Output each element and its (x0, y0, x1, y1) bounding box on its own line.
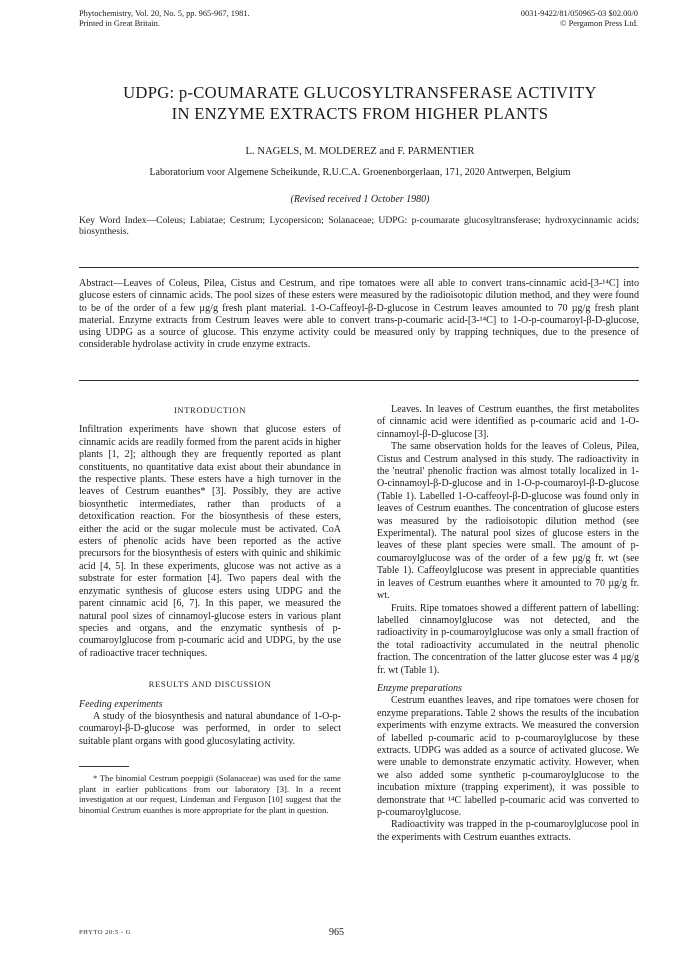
title-line-2: IN ENZYME EXTRACTS FROM HIGHER PLANTS (171, 104, 549, 123)
left-column (79, 404, 341, 815)
code-line-2: © Pergamon Press Ltd. (560, 19, 638, 28)
code-line-1: 0031-9422/81/050965-03 $02.00/0 (520, 9, 638, 18)
footer-code: PHYTO 20:5 - G (79, 929, 131, 936)
journal-citation (79, 9, 250, 29)
abstract: Abstract—Leaves of Coleus, Pilea, Cistus and Cestrum, and ripe tomatoes were all able to convert trans-cinnamic acid-[3-¹⁴C] into glucose esters of cinnamic acids. The pool sizes of these esters were measured by the radioisotopic dilution method, and they were found to be of the order of a few µg/g fresh plant material. 1-O-Caffeoyl-β-D-glucose in Cestrum leaves amounted to 70 µg/g fresh plant material. Enzyme extracts from Cestrum leaves were able to convert trans-p-coumaric acid-[3-¹⁴C] to 1-O-p-coumaroyl-β-D-glucose, using UDPG as a source of glucose. This enzyme activity could be measured only by trapping techniques, due to the presence of considerable hydrolase activity in crude enzyme extracts. (79, 278, 639, 351)
keyword-index: Key Word Index—Coleus; Labiatae; Cestrum; Lycopersicon; Solanaceae; UDPG: p-coumarate glucosyltransferase; hydroxycinnamic acids; biosynthesis. (79, 215, 639, 237)
page-number: 965 (329, 927, 344, 938)
introduction-heading: INTRODUCTION (173, 405, 247, 415)
results-heading: RESULTS AND DISCUSSION (148, 679, 272, 690)
authors: L. NAGELS, M. MOLDEREZ and F. PARMENTIER (245, 146, 475, 157)
leaves-text-2: The same observation holds for the leaves of Coleus, Pilea, Cistus and Cestrum analysed in this study. The radioactivity in the 'neutral' phenolic fraction was almost totally localized in 1-O-cinnamoyl-β-D-glucose and in 1-O-p-coumaroyl-β-D-glucose (Table 1). Labelled 1-O-caffeoyl-β-D-glucose was found only in leaves of Cestrum euanthes. The concentration of glucose esters was measured by the radioisotopic dilution method (see Experimental). The natural pool sizes of glucose esters in the leaves of these plant species were small. The amount of p-coumaroylglucose was of the order of a few µg/g fr. wt (see Table 1). Caffeoylglucose was present in appreciable quantities in leaves of Cestrum euanthes where it amounted to 70 µg/g fr. wt. (377, 441, 639, 602)
title-line-1: UDPG: p-COUMARATE GLUCOSYLTRANSFERASE ACTIVITY (123, 83, 597, 102)
enzyme-text: Cestrum euanthes leaves, and ripe tomatoes were chosen for enzyme preparations. Table 2 shows the results of the incubation experiments with enzyme extracts. We measured the conversion of labelled p-coumaric acid to p-coumaroylglucose by these extracts. UDPG was added as a source of activated glucose. We were unable to demonstrate enzymatic activity. However, when we also added some synthetic p-coumaroylglucose to the incubation mixture (trapping experiment), it was possible to demonstrate that ¹⁴C labelled p-coumaric acid was converted to p-coumaroylglucose. (377, 695, 639, 818)
journal-code (521, 9, 638, 29)
enzyme-subheading: Enzyme preparations (377, 682, 462, 694)
feeding-text: A study of the biosynthesis and natural abundance of 1-O-p-coumaroyl-β-D-glucose was performed, in order to select suitable plant organs with good glucosylating activity. (79, 710, 341, 747)
affiliation: Laboratorium voor Algemene Scheikunde, R.U.C.A. Groenenborgerlaan, 171, 2020 Antwerpen, Belgium (149, 167, 571, 178)
revised-date: (Revised received 1 October 1980) (290, 194, 430, 205)
introduction-text: Infiltration experiments have shown that glucose esters of cinnamic acids are readily formed from the parent acids in higher plants [1, 2]; although they are frequently reported as plant constituents, no quantitative data exist about their abundance in the respective plants. These esters have a high turnover in the leaves of Cestrum euanthes* [3]. Possibly, they are active biosynthetic intermediates, rather than products of a detoxification reaction. For the biosynthesis of these esters, either the acid or the sugar molecule must be activated. CoA esters of phenolic acids have been reported as the active precursors for the biosynthesis of esters with quinic and shikimic acid [4, 5]. In these experiments, glucose was not active as a substrate for ester formation [4]. Two papers deal with the enzymatic synthesis of glucose esters using UDPG and the parent cinnamic acid [6, 7]. In this paper, we measured the natural pool sizes of cinnamoyl-glucose esters in various plant species and organs, and the enzymatic synthesis of p-coumaroylglucose from p-coumaric acid and UDPG, by the use of radioactive tracer techniques. (79, 424, 341, 659)
divider-top (79, 267, 639, 268)
footnote: * The binomial Cestrum poeppigii (Solanaceae) was used for the same plant in earlier publications from our laboratory [3]. In a recent investigation at our request, Lindeman and Ferguson [10] suggest that the binomial Cestrum euanthes is more appropriate for the plant in question. (79, 773, 341, 815)
journal-line-2: Printed in Great Britain. (79, 19, 160, 28)
journal-line-1: Phytochemistry, Vol. 20, No. 5, pp. 965-967, 1981. (79, 9, 250, 18)
fruits-text: Fruits. Ripe tomatoes showed a different pattern of labelling: labelled cinnamoylglucose was not detected, and the radioactivity in p-coumaroylglucose was only a small fraction of the total radioactivity accumulated in the neutral phenolic fraction. The concentration of the latter glucose ester was 4 µg/g fr. wt (Table 1). (377, 602, 639, 676)
leaves-text: Leaves. In leaves of Cestrum euanthes, the first metabolites of cinnamic acid were identified as p-coumaric acid and 1-O-cinnamoyl-β-D-glucose [3]. (377, 404, 639, 440)
divider-bottom (79, 380, 639, 381)
right-column (377, 404, 639, 844)
footnote-rule (79, 766, 129, 767)
trap-text: Radioactivity was trapped in the p-coumaroylglucose pool in the experiments with Cestrum euanthes extracts. (377, 819, 639, 843)
feeding-subheading: Feeding experiments (79, 698, 163, 710)
article-title (60, 82, 660, 124)
